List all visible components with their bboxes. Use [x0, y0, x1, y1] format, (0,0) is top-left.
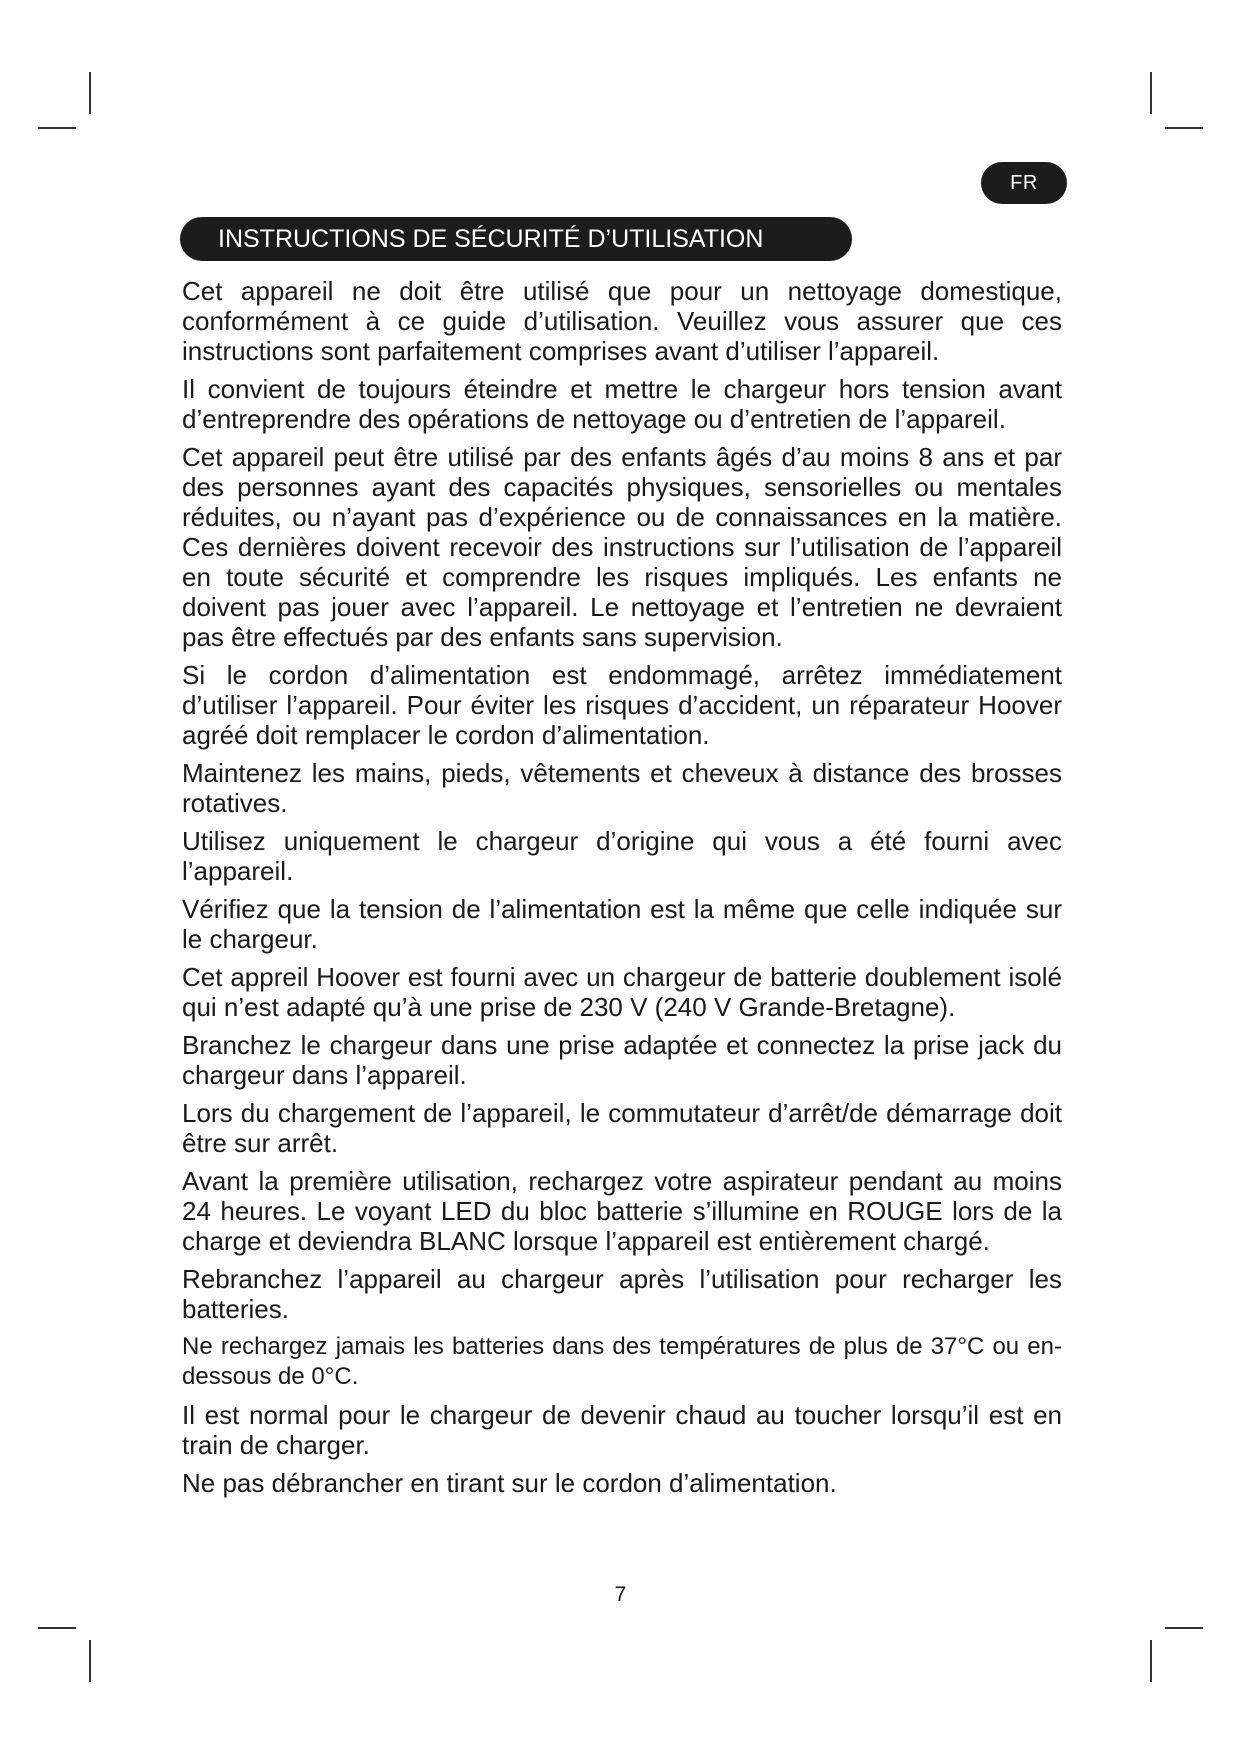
paragraph: Maintenez les mains, pieds, vêtements et cheveux à distance des brosses rotatives. — [182, 758, 1062, 818]
paragraph: Il convient de toujours éteindre et mettre le chargeur hors tension avant d’entreprendre des opérations de nettoyage ou d’entretien de l’appareil. — [182, 374, 1062, 434]
instructions-body — [182, 276, 1062, 1506]
crop-mark — [1165, 127, 1203, 129]
paragraph: Vérifiez que la tension de l’alimentation est la même que celle indiquée sur le chargeur. — [182, 894, 1062, 954]
paragraph: Rebranchez l’appareil au chargeur après l’utilisation pour recharger les batteries. — [182, 1264, 1062, 1324]
crop-mark — [89, 1640, 91, 1682]
language-badge: FR — [981, 162, 1067, 204]
paragraph: Branchez le chargeur dans une prise adaptée et connectez la prise jack du chargeur dans l’appareil. — [182, 1030, 1062, 1090]
crop-mark — [38, 127, 76, 129]
paragraph: Lors du chargement de l’appareil, le commutateur d’arrêt/de démarrage doit être sur arrêt. — [182, 1098, 1062, 1158]
paragraph: Avant la première utilisation, rechargez votre aspirateur pendant au moins 24 heures. Le voyant LED du bloc batterie s’illumine en ROUGE lors de la charge et deviendra BLANC lorsque l’appareil est entièrement chargé. — [182, 1166, 1062, 1256]
page-number: 7 — [614, 1583, 627, 1606]
crop-mark — [1150, 1640, 1152, 1682]
paragraph: Il est normal pour le chargeur de devenir chaud au toucher lorsqu’il est en train de charger. — [182, 1400, 1062, 1460]
paragraph: Utilisez uniquement le chargeur d’origine qui vous a été fourni avec l’appareil. — [182, 826, 1062, 886]
crop-mark — [89, 72, 91, 114]
paragraph: Cet appreil Hoover est fourni avec un chargeur de batterie doublement isolé qui n’est adapté qu’à une prise de 230 V (240 V Grande-Bretagne). — [182, 962, 1062, 1022]
paragraph: Si le cordon d’alimentation est endommagé, arrêtez immédiatement d’utiliser l’appareil. Pour éviter les risques d’accident, un réparateur Hoover agréé doit remplacer le cordon d’alimentation. — [182, 660, 1062, 750]
paragraph: Ne rechargez jamais les batteries dans des températures de plus de 37°C ou en-dessous de 0°C. — [182, 1333, 1062, 1390]
crop-mark — [1165, 1627, 1203, 1629]
crop-mark — [38, 1627, 76, 1629]
crop-mark — [1150, 72, 1152, 114]
section-title: INSTRUCTIONS DE SÉCURITÉ D’UTILISATION — [180, 217, 852, 261]
paragraph: Cet appareil ne doit être utilisé que pour un nettoyage domestique, conformément à ce guide d’utilisation. Veuillez vous assurer que ces instructions sont parfaitement comprises avant d’utiliser l’appareil. — [182, 276, 1062, 366]
paragraph: Ne pas débrancher en tirant sur le cordon d’alimentation. — [182, 1468, 837, 1498]
paragraph: Cet appareil peut être utilisé par des enfants âgés d’au moins 8 ans et par des personnes ayant des capacités physiques, sensorielles ou mentales réduites, ou n’ayant pas d’expérience ou de connaissances en la matière. Ces dernières doivent recevoir des instructions sur l’utilisation de l’appareil en toute sécurité et comprendre les risques impliqués. Les enfants ne doivent pas jouer avec l’appareil. Le nettoyage et l’entretien ne devraient pas être effectués par des enfants sans supervision. — [182, 442, 1062, 652]
